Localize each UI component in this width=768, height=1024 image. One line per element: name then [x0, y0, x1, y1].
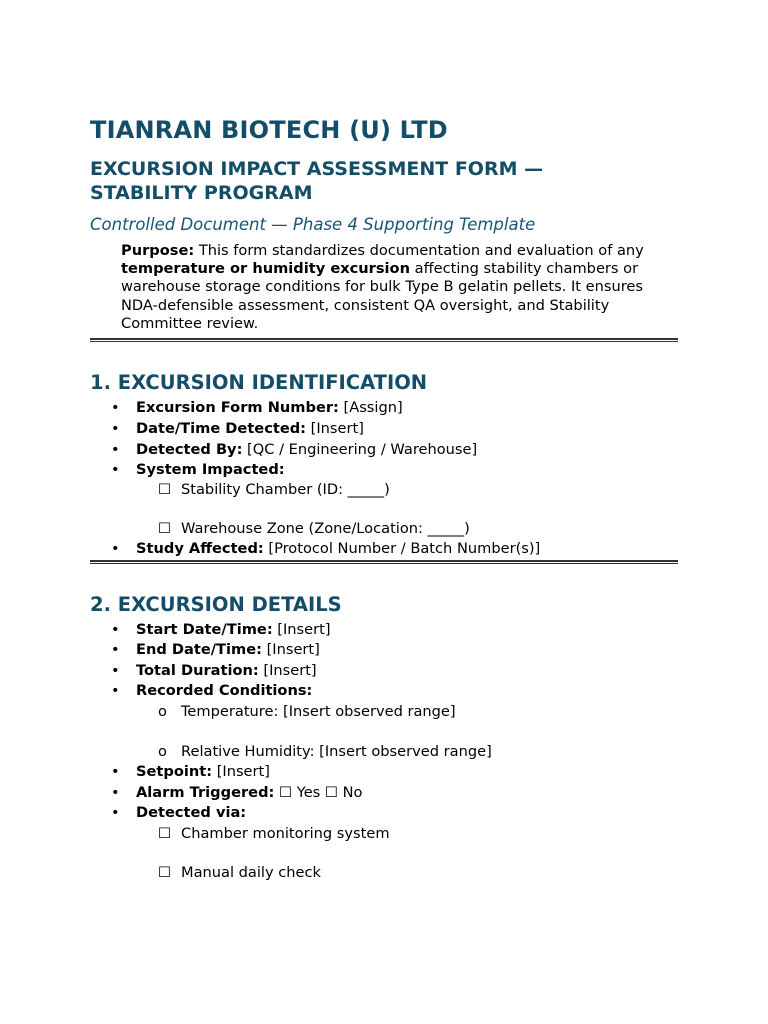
field-label: Detected By:	[136, 441, 243, 458]
bullet-icon: •	[111, 540, 120, 557]
field-label: Study Affected:	[136, 540, 264, 557]
field-label: Date/Time Detected:	[136, 420, 307, 437]
document-subtitle: Controlled Document — Phase 4 Supporting Template	[90, 215, 536, 234]
field-label: Total Duration:	[136, 662, 259, 679]
field-label: System Impacted:	[136, 461, 285, 478]
field-value: [Insert]	[272, 621, 331, 638]
purpose-emphasis: temperature or humidity excursion	[121, 260, 410, 278]
purpose-paragraph	[121, 242, 646, 333]
bullet-icon: •	[111, 763, 120, 780]
bullet-icon: •	[111, 420, 120, 437]
field-label: End Date/Time:	[136, 641, 262, 658]
checkbox-label: Chamber monitoring system	[181, 825, 390, 842]
sub-bullet-icon: o	[158, 743, 167, 760]
section-divider	[90, 560, 678, 564]
section-1-heading: 1. EXCURSION IDENTIFICATION	[90, 371, 428, 394]
field-value: [QC / Engineering / Warehouse]	[242, 441, 478, 458]
field-label: Detected via:	[136, 804, 247, 821]
form-title: EXCURSION IMPACT ASSESSMENT FORM — STABILITY PROGRAM	[90, 158, 544, 204]
purpose-text-2: affecting stability chambers or warehouse storage conditions for bulk Type B gelatin pellets. It ensures NDA-defensible assessment, consistent QA oversight, and Stability Committee review.	[121, 260, 643, 332]
bullet-icon: •	[111, 441, 120, 458]
checkbox-icon[interactable]: ☐	[158, 864, 172, 881]
alarm-options[interactable]: ☐ Yes ☐ No	[274, 784, 363, 801]
sub-item-text: Relative Humidity: [Insert observed range]	[181, 743, 492, 760]
checkbox-icon[interactable]: ☐	[158, 520, 172, 537]
checkbox-label: Stability Chamber (ID: _____)	[181, 481, 390, 498]
field-label: Recorded Conditions:	[136, 682, 313, 699]
checkbox-label: Warehouse Zone (Zone/Location: _____)	[181, 520, 470, 537]
bullet-icon: •	[111, 804, 120, 821]
field-label: Alarm Triggered:	[136, 784, 275, 801]
company-name: TIANRAN BIOTECH (U) LTD	[90, 116, 448, 144]
checkbox-label: Manual daily check	[181, 864, 321, 881]
section-2-heading: 2. EXCURSION DETAILS	[90, 593, 342, 616]
sub-bullet-icon: o	[158, 703, 167, 720]
bullet-icon: •	[111, 784, 120, 801]
sub-item-text: Temperature: [Insert observed range]	[181, 703, 456, 720]
purpose-label: Purpose:	[121, 242, 195, 259]
section-divider	[90, 338, 678, 342]
checkbox-icon[interactable]: ☐	[158, 481, 172, 498]
purpose-text-1: This form standardizes documentation and evaluation of any	[194, 242, 644, 259]
field-value: [Protocol Number / Batch Number(s)]	[263, 540, 541, 557]
checkbox-icon[interactable]: ☐	[158, 825, 172, 842]
bullet-icon: •	[111, 399, 120, 416]
field-value: [Insert]	[258, 662, 317, 679]
field-label: Excursion Form Number:	[136, 399, 339, 416]
bullet-icon: •	[111, 621, 120, 638]
field-label: Start Date/Time:	[136, 621, 273, 638]
field-label: Setpoint:	[136, 763, 213, 780]
bullet-icon: •	[111, 682, 120, 699]
field-value: [Insert]	[306, 420, 364, 437]
bullet-icon: •	[111, 641, 120, 658]
field-value: [Insert]	[261, 641, 320, 658]
bullet-icon: •	[111, 461, 120, 478]
field-value: [Assign]	[338, 399, 403, 416]
field-value: [Insert]	[212, 763, 270, 780]
bullet-icon: •	[111, 662, 120, 679]
